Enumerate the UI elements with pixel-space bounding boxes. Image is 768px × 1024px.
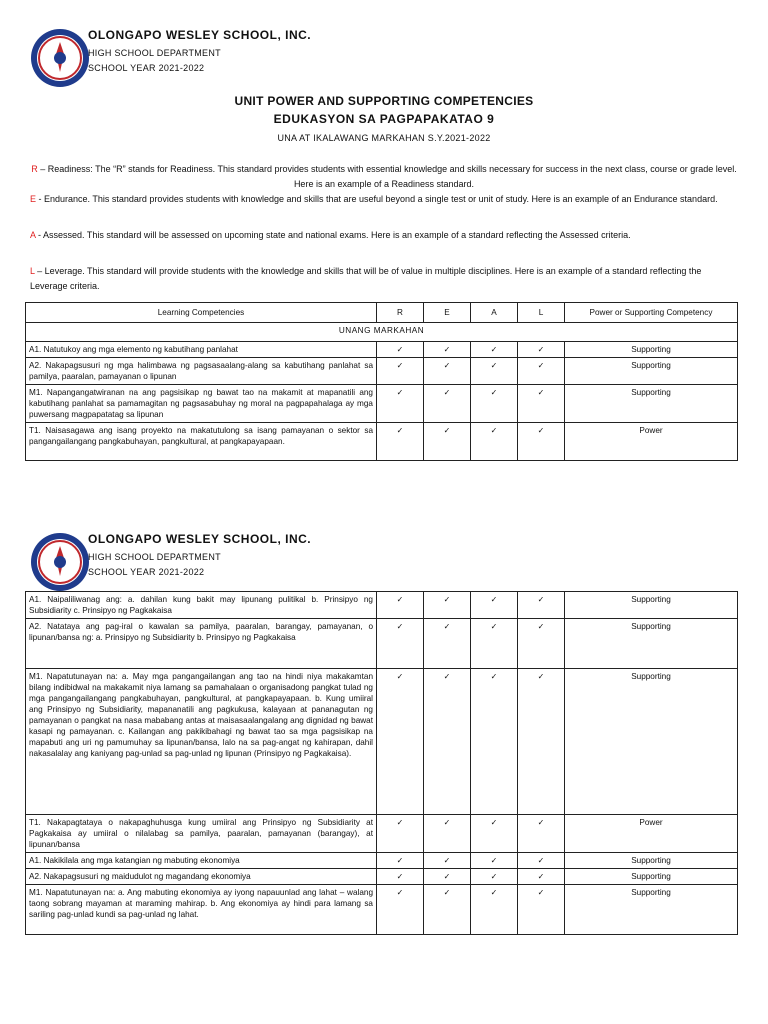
competency-type: Power <box>565 423 738 461</box>
table-row <box>26 885 738 935</box>
school-year: SCHOOL YEAR 2021-2022 <box>88 63 205 73</box>
table-header-row <box>26 303 738 323</box>
check-mark-icon: ✓ <box>377 885 424 935</box>
definition-endurance <box>30 192 738 207</box>
table-row <box>26 342 738 358</box>
check-mark-icon: ✓ <box>471 885 518 935</box>
col-header: Power or Supporting Competency <box>565 303 738 323</box>
definition-assessed <box>30 228 738 243</box>
department: HIGH SCHOOL DEPARTMENT <box>88 552 221 562</box>
check-mark-icon: ✓ <box>377 815 424 853</box>
check-mark-icon: ✓ <box>518 669 565 815</box>
check-mark-icon: ✓ <box>518 592 565 619</box>
check-mark-icon: ✓ <box>518 385 565 423</box>
check-mark-icon: ✓ <box>471 342 518 358</box>
competency-text: M1. Napangangatwiranan na ang pagsisikap ng bawat tao na makamit at mapanatili ang kabutihang panlahat sa pamamagitan ng pagsasabuhay ng moral na pagpapahalaga ay mga puwersang magpapatatag sa lipunan <box>26 385 377 423</box>
competency-text: A2. Natataya ang pag-iral o kawalan sa pamilya, paaralan, barangay, pamayanan, o lipunan/bansa ng: a. Prinsipyo ng Subsidiarity b. Prinsipyo ng Pagkakaisa <box>26 619 377 669</box>
table-row <box>26 869 738 885</box>
school-logo-icon <box>30 28 90 88</box>
check-mark-icon: ✓ <box>377 423 424 461</box>
check-mark-icon: ✓ <box>518 358 565 385</box>
competency-type: Supporting <box>565 592 738 619</box>
check-mark-icon: ✓ <box>377 869 424 885</box>
table-row <box>26 385 738 423</box>
definition-readiness <box>30 162 738 192</box>
check-mark-icon: ✓ <box>471 815 518 853</box>
def-key: A <box>30 230 36 240</box>
competency-text: A1. Natutukoy ang mga elemento ng kabutihang panlahat <box>26 342 377 358</box>
competency-text: M1. Napatutunayan na: a. Ang mabuting ekonomiya ay iyong napauunlad ang lahat – walang taong sobrang mayaman at maraming mahirap. b. Ang ekonomiya ay hindi para lamang sa sariling pag-unlad kundi sa pag-unlad ng lahat. <box>26 885 377 935</box>
competency-type: Supporting <box>565 358 738 385</box>
table-row <box>26 592 738 619</box>
check-mark-icon: ✓ <box>424 815 471 853</box>
competency-table-2 <box>25 591 738 935</box>
check-mark-icon: ✓ <box>377 342 424 358</box>
competency-type: Supporting <box>565 669 738 815</box>
col-header: E <box>424 303 471 323</box>
school-year: SCHOOL YEAR 2021-2022 <box>88 567 205 577</box>
term-title: UNA AT IKALAWANG MARKAHAN S.Y.2021-2022 <box>277 133 491 143</box>
check-mark-icon: ✓ <box>518 885 565 935</box>
competency-type: Supporting <box>565 885 738 935</box>
check-mark-icon: ✓ <box>424 669 471 815</box>
competency-type: Supporting <box>565 853 738 869</box>
col-header: Learning Competencies <box>26 303 377 323</box>
check-mark-icon: ✓ <box>471 853 518 869</box>
competency-text: T1. Naisasagawa ang isang proyekto na makatutulong sa isang pamayanan o sektor sa pangangailangang pangkabuhayan, pangkultural, at pangkapayapaan. <box>26 423 377 461</box>
subject-title: EDUKASYON SA PAGPAPAKATAO 9 <box>273 112 495 126</box>
section-row <box>26 323 738 342</box>
def-key: E <box>30 194 37 204</box>
doc-title: UNIT POWER AND SUPPORTING COMPETENCIES <box>234 94 534 108</box>
department: HIGH SCHOOL DEPARTMENT <box>88 48 221 58</box>
definition-leverage <box>30 264 738 294</box>
table-row <box>26 423 738 461</box>
def-key: R <box>31 164 38 174</box>
competency-text: A2. Nakapagsusuri ng maidudulot ng magandang ekonomiya <box>26 869 377 885</box>
check-mark-icon: ✓ <box>424 869 471 885</box>
check-mark-icon: ✓ <box>518 342 565 358</box>
check-mark-icon: ✓ <box>471 869 518 885</box>
school-name: OLONGAPO WESLEY SCHOOL, INC. <box>88 28 312 42</box>
table-row <box>26 358 738 385</box>
check-mark-icon: ✓ <box>377 592 424 619</box>
check-mark-icon: ✓ <box>424 423 471 461</box>
check-mark-icon: ✓ <box>424 592 471 619</box>
school-name: OLONGAPO WESLEY SCHOOL, INC. <box>88 532 312 546</box>
table-row <box>26 853 738 869</box>
competency-text: A2. Nakapagsusuri ng mga halimbawa ng pagsasaalang-alang sa kabutihang panlahat sa pamilya, paaralan, pamayanan o lipunan <box>26 358 377 385</box>
check-mark-icon: ✓ <box>424 853 471 869</box>
table-row <box>26 815 738 853</box>
competency-text: T1. Nakapagtataya o nakapaghuhusga kung umiiral ang Prinsipyo ng Subsidiarity at Pagkakaisa ay umiiral o nilalabag sa pamilya, paaralan, pamayanan (barangay), at lipunan/bansa <box>26 815 377 853</box>
check-mark-icon: ✓ <box>471 423 518 461</box>
check-mark-icon: ✓ <box>377 853 424 869</box>
def-key: L <box>30 266 35 276</box>
school-logo-icon <box>30 532 90 592</box>
check-mark-icon: ✓ <box>471 592 518 619</box>
school-header <box>30 28 430 98</box>
def-text: - Endurance. This standard provides students with knowledge and skills that are useful beyond a single test or unit of study. Here is an example of an Endurance standard. <box>36 194 718 204</box>
check-mark-icon: ✓ <box>518 619 565 669</box>
competency-type: Power <box>565 815 738 853</box>
col-header: A <box>471 303 518 323</box>
competency-type: Supporting <box>565 869 738 885</box>
check-mark-icon: ✓ <box>518 815 565 853</box>
table-row <box>26 619 738 669</box>
check-mark-icon: ✓ <box>471 385 518 423</box>
check-mark-icon: ✓ <box>518 869 565 885</box>
check-mark-icon: ✓ <box>424 619 471 669</box>
check-mark-icon: ✓ <box>471 619 518 669</box>
check-mark-icon: ✓ <box>377 619 424 669</box>
check-mark-icon: ✓ <box>377 385 424 423</box>
check-mark-icon: ✓ <box>424 385 471 423</box>
check-mark-icon: ✓ <box>377 358 424 385</box>
section-label: UNANG MARKAHAN <box>26 323 738 342</box>
competency-table-1 <box>25 302 738 461</box>
col-header: R <box>377 303 424 323</box>
check-mark-icon: ✓ <box>471 669 518 815</box>
def-text: – Leverage. This standard will provide students with the knowledge and skills that will be of value in multiple disciplines. Here is an example of a standard reflecting the Leverage criteria. <box>30 266 702 291</box>
check-mark-icon: ✓ <box>518 853 565 869</box>
col-header: L <box>518 303 565 323</box>
check-mark-icon: ✓ <box>424 342 471 358</box>
competency-type: Supporting <box>565 342 738 358</box>
table-row <box>26 669 738 815</box>
competency-type: Supporting <box>565 619 738 669</box>
competency-text: A1. Nakikilala ang mga katangian ng mabuting ekonomiya <box>26 853 377 869</box>
check-mark-icon: ✓ <box>424 358 471 385</box>
check-mark-icon: ✓ <box>424 885 471 935</box>
def-text: - Assessed. This standard will be assessed on upcoming state and national exams. Here is an example of a standard reflecting the Assessed criteria. <box>35 230 631 240</box>
check-mark-icon: ✓ <box>377 669 424 815</box>
competency-type: Supporting <box>565 385 738 423</box>
check-mark-icon: ✓ <box>518 423 565 461</box>
competency-text: M1. Napatutunayan na: a. May mga pangangailangan ang tao na hindi niya makakamtan bilang indibidwal na makakamit niya lamang sa pamahalaan o organisadong pangkat tulad ng mga pangangailangang pangkabuhayan, pangkultural, at pangkapayapaan. b. Kung umiiral ang Prinsipyo ng Subsidiarity, mapananatili ang pagkukusa, kalayaan at pananagutan ng pamayanan o pangkat na nasa mababang antas at maisasaalangalang ang dignidad ng bawat kasapi ng pamayanan. c. Kailangan ang pakikibahagi ng bawat tao sa mga pagsisikap na mapabuti ang uri ng pamumuhay sa lipunan/bansa, lalo na sa pag-angat ng kahirapan, dahil nakasalalay ang kaniyang pag-unlad sa pag-unlad ng lipunan (Prinsipyo ng Pagkakaisa). <box>26 669 377 815</box>
def-text: – Readiness: The “R” stands for Readiness. This standard provides students with essential knowledge and skills necessary for success in the next class, course or grade level. Here is an example of a Readiness standard. <box>37 164 737 189</box>
check-mark-icon: ✓ <box>471 358 518 385</box>
competency-text: A1. Naipaliliwanag ang: a. dahilan kung bakit may lipunang pulitikal b. Prinsipyo ng Subsidiarity c. Prinsipyo ng Pagkakaisa <box>26 592 377 619</box>
